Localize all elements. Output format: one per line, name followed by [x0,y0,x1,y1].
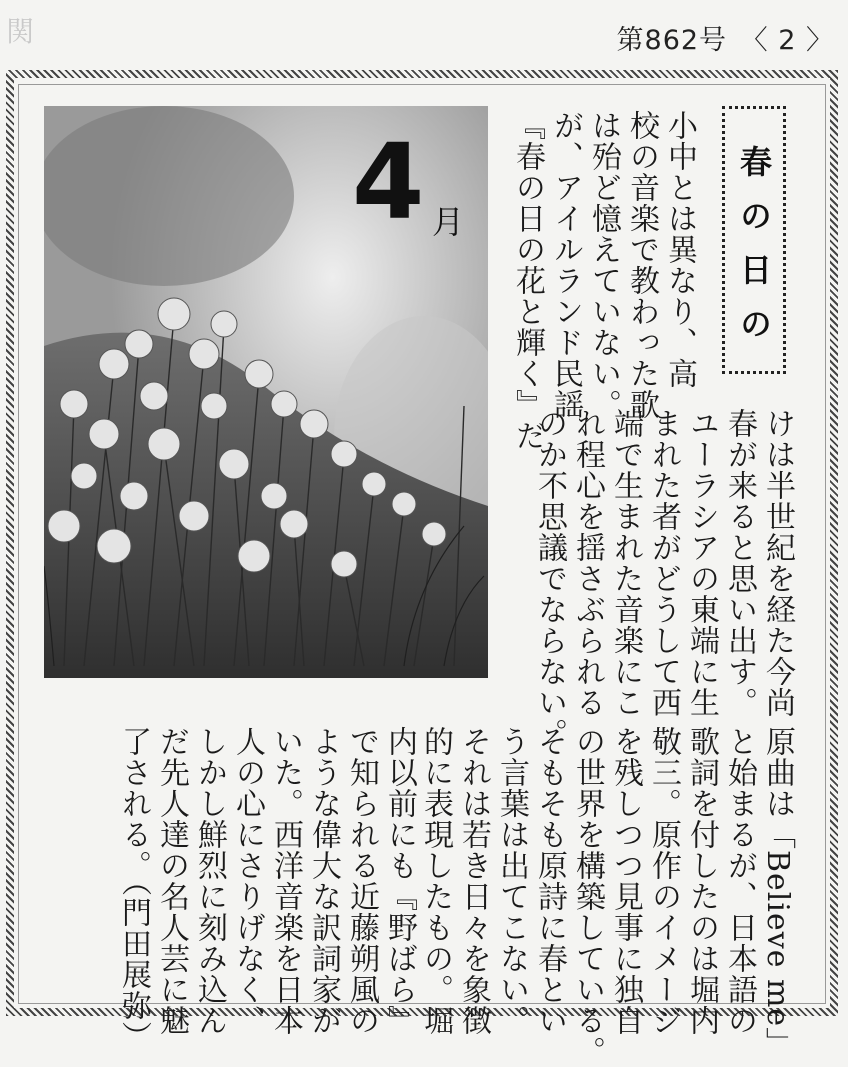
page-corner-mark: 関 [6,15,35,48]
issue-label: 第862号 [616,25,728,56]
column-title-box [722,106,786,374]
page-number: 〈 2 〉 [740,25,834,56]
column-title: 春の日の [735,145,773,361]
body-text-block-d: 内以前にも『野ばら』 で知られる近藤朔風の ような偉大な訳詞家が いた。西洋音楽を日本 人の心にさりげなく、 しかし鮮烈に刻み込ん だ先人達の名人芸に魅 了される。（門田展弥） [116,726,417,1052]
month-number: 4 [352,121,425,243]
page-header [613,18,834,57]
body-text-block-a: 小中とは異なり、高 校の音楽で教わった歌 は殆ど憶えていない。 が、アイルランド民謡 『春の日の花と輝く』だ [510,110,697,451]
body-text-block-c: 原曲は「Believe me」 と始まるが、日本語の 歌詞を付したのは堀内 敬三。原作のイメージ を残しつつ見事に独自 の世界を構築している。 そもそも原詩に春とい う言葉は出てこない。 それは若き日々を象徴 的に表現したもの。堀 [418,726,795,1067]
body-text-block-b: けは半世紀を経た今尚 春が来ると思い出す。 ユーラシアの東端に生 まれた者がどうして西 端で生まれた音楽にこ れ程心を揺さぶられる のか不思議でならない。 [532,408,795,749]
month-unit: 月 [432,203,465,241]
